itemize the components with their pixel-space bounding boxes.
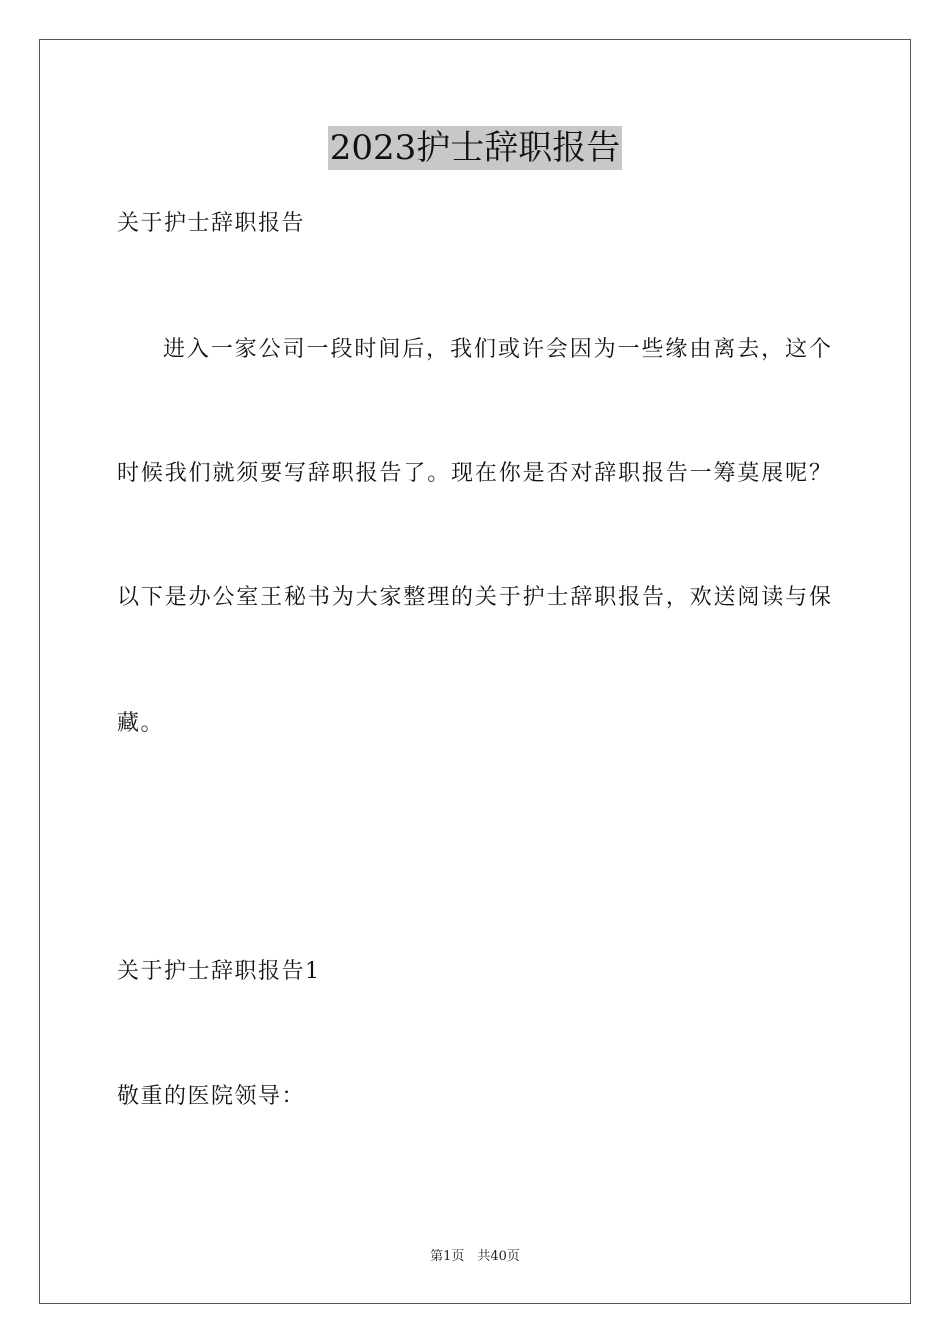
paragraph-line-2: 时候我们就须要写辞职报告了。现在你是否对辞职报告一筹莫展呢？ [117,461,831,486]
paragraph-line-3: 以下是办公室王秘书为大家整理的关于护士辞职报告，欢送阅读与保 [117,585,831,610]
page-footer: 第1页 共40页 [430,1249,520,1264]
salutation: 敬重的医院领导： [117,1084,306,1109]
title-container [0,126,950,170]
document-title: 2023护士辞职报告 [329,128,621,168]
subtitle-line: 关于护士辞职报告 [117,211,306,236]
section-heading: 关于护士辞职报告1 [117,959,321,984]
paragraph-line-1: 进入一家公司一段时间后，我们或许会因为一些缘由离去，这个 [163,337,831,362]
paragraph-line-4: 藏。 [117,711,165,736]
